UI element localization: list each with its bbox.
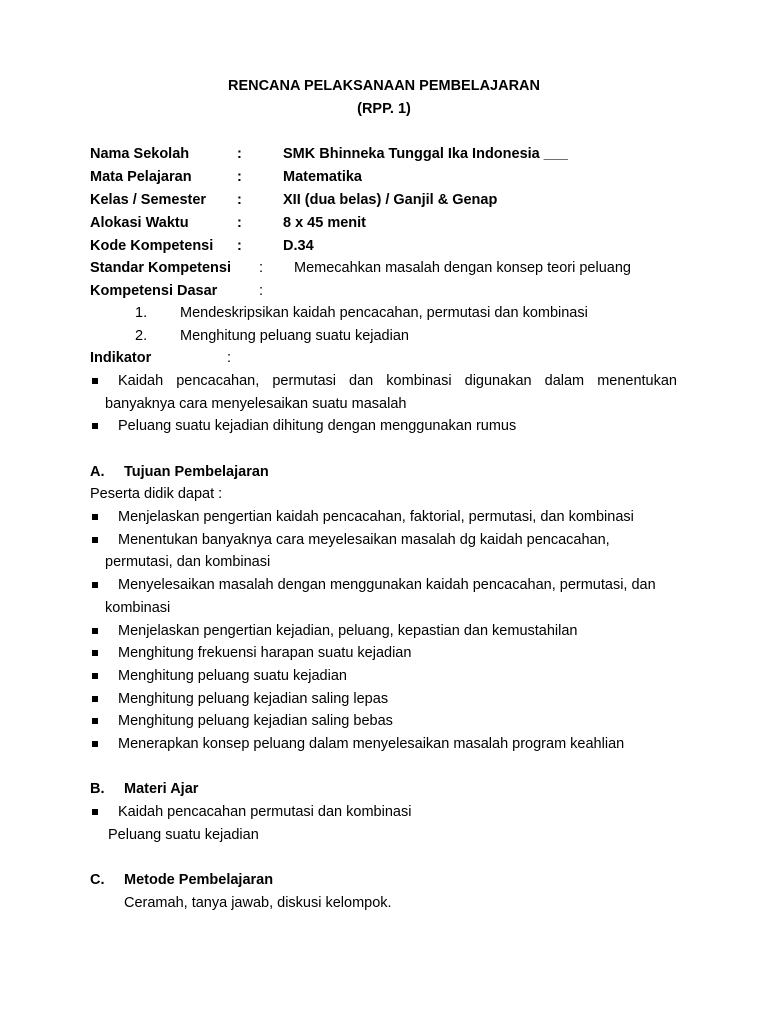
kompetensi-item-number: 2. (135, 328, 148, 344)
section-c-letter: C. (90, 872, 105, 888)
indikator-separator: : (227, 350, 232, 366)
bullet-icon (92, 809, 98, 815)
identity-separator: : (237, 169, 242, 185)
tujuan-item-text: Menghitung peluang suatu kejadian (118, 668, 347, 684)
kompetensi-dasar-label: Kompetensi Dasar (90, 283, 218, 299)
identity-label: Alokasi Waktu (90, 215, 189, 231)
identity-value-time: 8 x 45 menit (283, 215, 367, 231)
identity-value-class: XII (dua belas) / Ganjil & Genap (283, 192, 498, 208)
bullet-icon (92, 423, 98, 429)
identity-label: Kelas / Semester (90, 192, 207, 208)
bullet-icon (92, 378, 98, 384)
tujuan-item-continuation: permutasi, dan kombinasi (105, 554, 271, 570)
identity-value-subject: Matematika (283, 169, 362, 185)
identity-separator: : (237, 238, 242, 254)
materi-item-text: Kaidah pencacahan permutasi dan kombinasi (118, 804, 412, 820)
identity-label: Kode Kompetensi (90, 238, 214, 254)
standar-separator: : (259, 260, 264, 276)
section-b-title: Materi Ajar (124, 781, 199, 797)
section-c-text: Ceramah, tanya jawab, diskusi kelompok. (124, 895, 392, 911)
indikator-label: Indikator (90, 350, 152, 366)
indikator-item-text: Peluang suatu kejadian dihitung dengan menggunakan rumus (118, 418, 517, 434)
kompetensi-item-text: Menghitung peluang suatu kejadian (180, 328, 409, 344)
identity-separator: : (237, 215, 242, 231)
bullet-icon (92, 514, 98, 520)
tujuan-item-text: Menjelaskan pengertian kaidah pencacahan, faktorial, permutasi, dan kombinasi (118, 509, 634, 525)
materi-item-text: Peluang suatu kejadian (108, 827, 259, 843)
indikator-item-continuation: banyaknya cara menyelesaikan suatu masalah (105, 396, 407, 412)
bullet-icon (92, 582, 98, 588)
tujuan-item-text: Menghitung peluang kejadian saling bebas (118, 713, 393, 729)
indikator-item-text: Kaidah pencacahan, permutasi dan kombinasi digunakan dalam menentukan (118, 373, 677, 389)
identity-label: Mata Pelajaran (90, 169, 192, 185)
tujuan-item-continuation: kombinasi (105, 600, 171, 616)
bullet-icon (92, 673, 98, 679)
kompetensi-dasar-separator: : (259, 283, 264, 299)
bullet-icon (92, 718, 98, 724)
section-a-intro: Peserta didik dapat : (90, 486, 223, 502)
kompetensi-item-text: Mendeskripsikan kaidah pencacahan, permutasi dan kombinasi (180, 305, 588, 321)
standar-label: Standar Kompetensi (90, 260, 231, 276)
identity-separator: : (237, 192, 242, 208)
tujuan-item-text: Menerapkan konsep peluang dalam menyelesaikan masalah program keahlian (118, 736, 625, 752)
tujuan-item-text: Menyelesaikan masalah dengan menggunakan kaidah pencacahan, permutasi, dan (118, 577, 656, 593)
identity-value-school: SMK Bhinneka Tunggal Ika Indonesia ___ (283, 146, 568, 162)
section-b-letter: B. (90, 781, 105, 797)
kompetensi-item-number: 1. (135, 305, 148, 321)
tujuan-item-text: Menghitung peluang kejadian saling lepas (118, 691, 389, 707)
section-c-title: Metode Pembelajaran (124, 872, 274, 888)
standar-value: Memecahkan masalah dengan konsep teori peluang (294, 260, 631, 276)
bullet-icon (92, 650, 98, 656)
section-a-title: Tujuan Pembelajaran (124, 464, 269, 480)
tujuan-item-text: Menghitung frekuensi harapan suatu kejadian (118, 645, 412, 661)
bullet-icon (92, 741, 98, 747)
section-a-letter: A. (90, 464, 105, 480)
bullet-icon (92, 696, 98, 702)
document-title: RENCANA PELAKSANAAN PEMBELAJARAN (227, 78, 541, 94)
bullet-icon (92, 537, 98, 543)
identity-value-code: D.34 (283, 238, 314, 254)
identity-label: Nama Sekolah (90, 146, 190, 162)
tujuan-item-text: Menentukan banyaknya cara meyelesaikan masalah dg kaidah pencacahan, (118, 532, 610, 548)
identity-separator: : (237, 146, 242, 162)
tujuan-item-text: Menjelaskan pengertian kejadian, peluang, kepastian dan kemustahilan (118, 623, 578, 639)
document-subtitle: (RPP. 1) (357, 101, 411, 117)
bullet-icon (92, 628, 98, 634)
